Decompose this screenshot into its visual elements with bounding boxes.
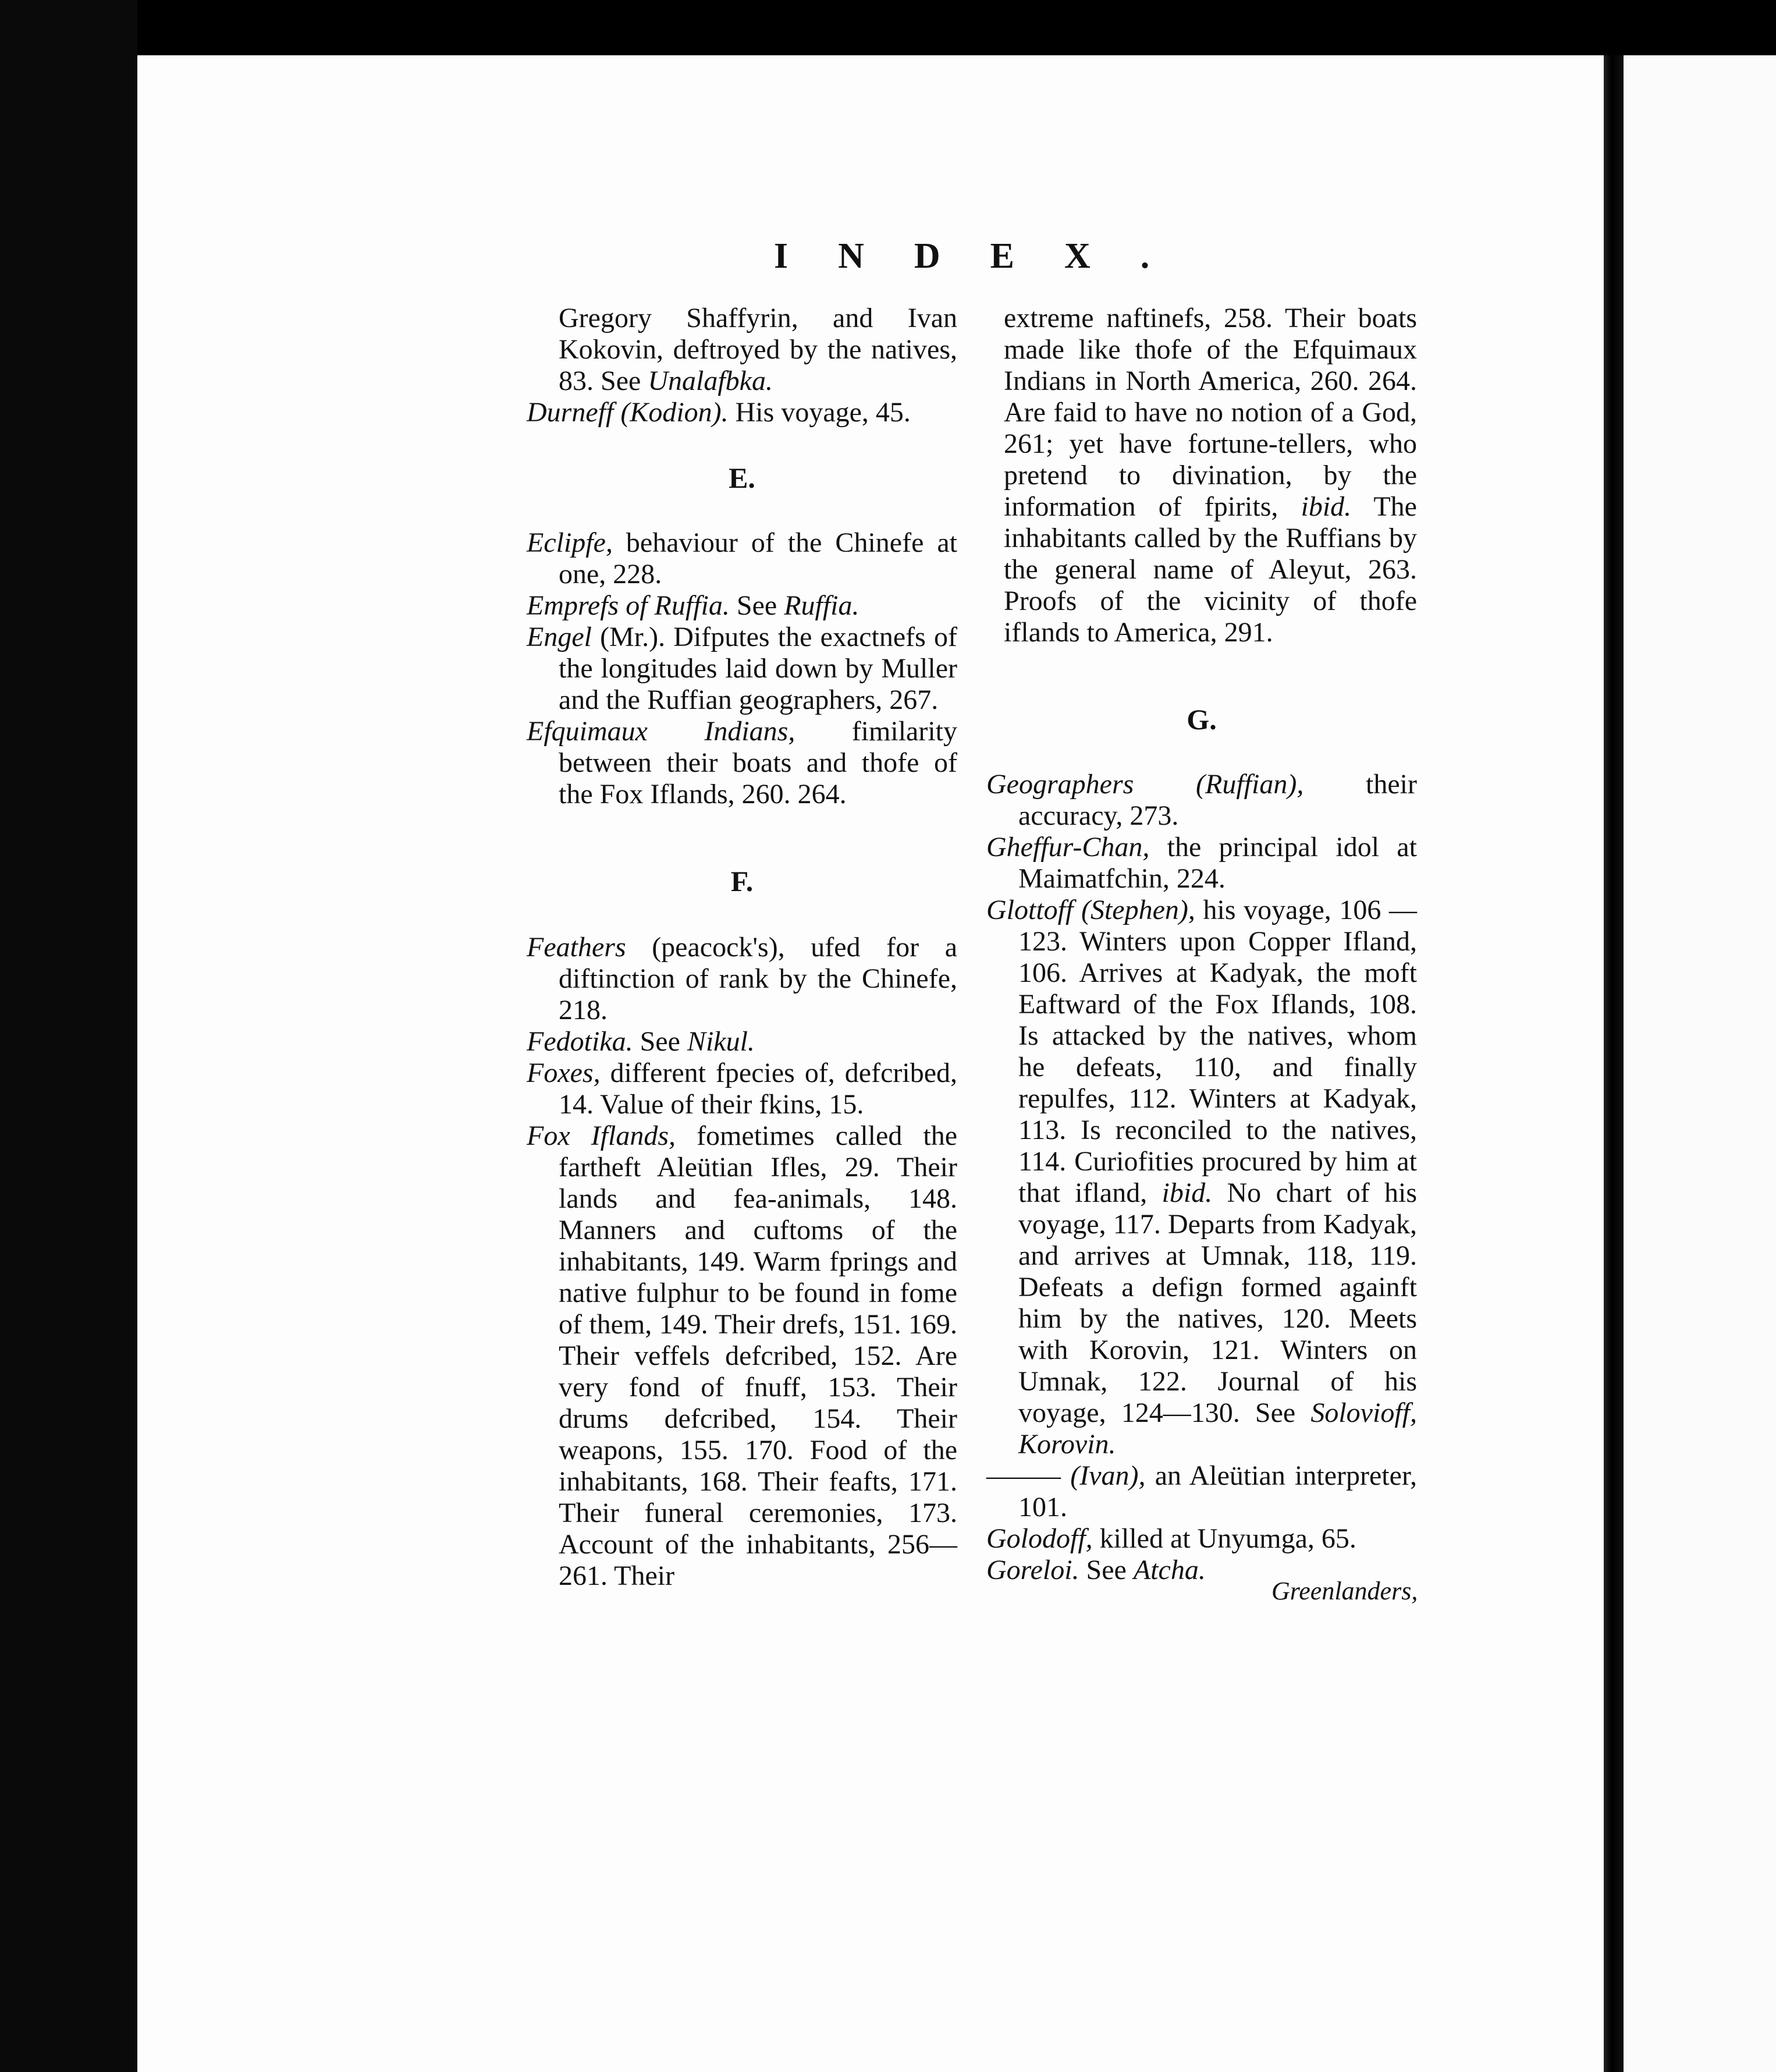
entry-glottoff-ivan: ——— (Ivan), an Aleütian interpreter, 101.	[986, 1460, 1417, 1523]
entry-engel: Engel (Mr.). Difputes the exactnefs of the longitudes laid down by Muller and the Ruffian geographers, 267.	[527, 622, 957, 715]
index-column-left	[527, 303, 957, 1592]
entry-geographers: Geographers (Ruffian), their accuracy, 273.	[986, 769, 1417, 831]
entry-eclipse: Eclipfe, behaviour of the Chinefe at one, 228.	[527, 527, 957, 590]
entry-feathers: Feathers (peacock's), ufed for a diftinction of rank by the Chinefe, 218.	[527, 932, 957, 1026]
scan-border-left	[0, 0, 137, 2072]
facing-page-edge	[1624, 55, 1776, 2072]
entry-esquimaux: Efquimaux Indians, fimilarity between their boats and thofe of the Fox Iflands, 260. 264.	[527, 716, 957, 810]
letter-heading-f: F.	[730, 865, 754, 897]
entry-empress: Emprefs of Ruffia. See Ruffia.	[527, 590, 859, 621]
entry-goreloi: Goreloi. See Atcha.	[986, 1555, 1206, 1585]
entry-fedotika: Fedotika. See Nikul.	[527, 1026, 755, 1057]
index-column-right	[986, 303, 1417, 1586]
page-heading: INDEX.	[774, 236, 1200, 276]
letter-heading-e: E.	[729, 462, 755, 494]
entry-glottoff-stephen: Glottoff (Stephen), his voyage, 106 —123. Winters upon Copper Ifland, 106. Arrives at Kadyak, the moft Eaftward of the Fox Iflands, 108. Is attacked by the natives, whom he defeats, 110, and finally repulfes, 112. Winters at Kadyak, 113. Is reconciled to the natives, 114. Curiofities procured by him at that ifland, ibid. No chart of his voyage, 117. Departs from Kadyak, and arrives at Umnak, 118, 119. Defeats a defign formed againft him by the natives, 120. Meets with Korovin, 121. Winters on Umnak, 122. Journal of his voyage, 124—130. See Solovioff, Korovin.	[986, 895, 1418, 1460]
catchword: Greenlanders,	[1271, 1577, 1418, 1605]
entry-ghessur-chan: Gheffur-Chan, the principal idol at Maimatfchin, 224.	[986, 832, 1417, 894]
entry-golodoff: Golodoff, killed at Unyumga, 65.	[986, 1523, 1356, 1554]
entry-continuation: Gregory Shaffyrin, and Ivan Kokovin, deftroyed by the natives, 83. See Unalafbka.	[559, 303, 957, 396]
book-gutter	[1604, 55, 1624, 2072]
entry-continuation: extreme naftinefs, 258. Their boats made like thofe of the Efquimaux Indians in North America, 260. 264. Are faid to have no notion of a God, 261; yet have fortune-tellers, who pretend to divination, by the information of fpirits, ibid. The inhabitants called by the Ruffians by the general name of Aleyut, 263. Proofs of the vicinity of thofe iflands to America, 291.	[1004, 303, 1417, 648]
entry-durneff: Durneff (Kodion). His voyage, 45.	[527, 397, 911, 428]
entry-fox-islands: Fox Iflands, fometimes called the fartheft Aleütian Ifles, 29. Their lands and fea-animals, 148. Manners and cuftoms of the inhabitants, 149. Warm fprings and native fulphur to be found in fome of them, 149. Their drefs, 151. 169. Their veffels defcribed, 152. Are very fond of fnuff, 153. Their drums defcribed, 154. Their weapons, 155. 170. Food of the inhabitants, 168. Their feafts, 171. Their funeral ceremonies, 173. Account of the inhabitants, 256—261. Their	[527, 1120, 957, 1591]
entry-foxes: Foxes, different fpecies of, defcribed, 14. Value of their fkins, 15.	[527, 1058, 957, 1120]
letter-heading-g: G.	[1187, 703, 1217, 736]
